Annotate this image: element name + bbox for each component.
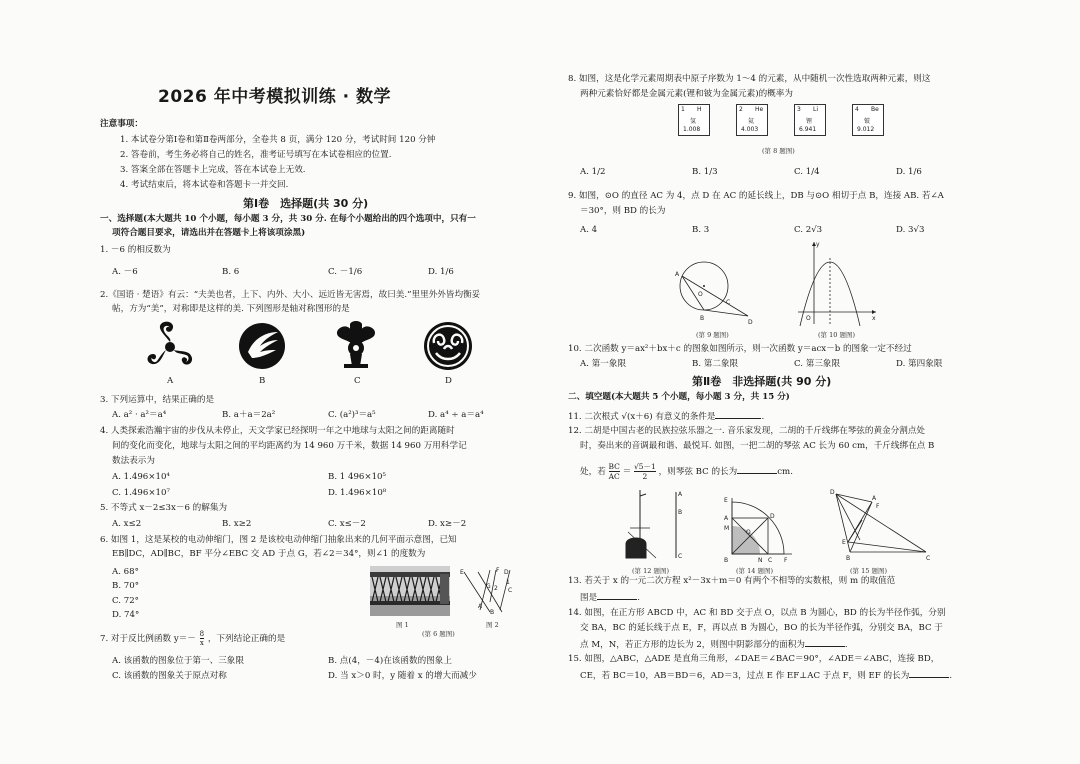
q1-option-a: A. －6 [112,267,138,277]
q7-stem-part: 7. 对于反比例函数 y＝－ [100,634,196,644]
q1-option-d: D. 1/6 [428,267,454,277]
flower-emblem-icon [330,320,382,370]
element-mass: 4.003 [741,126,759,133]
q5-option-d: D. x≥－2 [428,519,467,529]
svg-text:O: O [698,291,703,298]
q6-option-a: A. 68° [112,567,139,577]
q4-option-a: A. 1.496×10⁴ [112,472,170,482]
q2-label-b: B [259,376,266,386]
q9-option-b: B. 3 [692,225,710,235]
svg-text:E: E [842,539,846,546]
q2-label-a: A [167,376,174,386]
svg-text:D: D [504,569,509,576]
svg-text:F: F [876,503,880,510]
q14-stem-cont: 交 BA，BC 的延长线于点 E，F，再以点 B 为圆心，BO 的长为半径作弧，分别交 BA，BC 于 [580,623,943,633]
q12-fraction-golden [634,462,656,481]
q8-option-a: A. 1/2 [580,167,606,177]
q6-stem-cont: EB∥DC，AD∥BC，BF 平分∠EBC 交 AD 于点 G，若∠2＝34°，则∠1 的度数为 [112,549,426,559]
q10-option-a: A. 第一象限 [580,359,627,369]
q6-fig1-label: 图 1 [396,621,409,629]
q2-label-d: D [445,376,452,386]
svg-text:A: A [872,495,877,502]
q12-caption: (第 12 题图) [632,567,669,575]
q3-option-d: D. a⁴ ÷ a＝a⁴ [428,410,484,420]
q3-option-c: C. (a²)³＝a⁵ [328,410,376,420]
wing-emblem-icon [236,322,288,370]
q6-caption: (第 6 题图) [422,630,455,638]
svg-text:y: y [816,241,820,248]
element-card [736,104,768,136]
q5-option-c: C. x≤－2 [328,519,366,529]
part2-title: 第Ⅱ卷 非选择题(共 90 分) [692,375,832,388]
svg-text:A: A [678,491,683,498]
svg-text:A: A [724,515,729,522]
element-number: 2 [739,106,743,113]
q10-option-b: B. 第二象限 [692,359,739,369]
q1-option-c: C. －1/6 [328,267,363,277]
note-item: 4. 考试结束后，将本试卷和答题卡一并交回. [120,180,289,190]
element-symbol: H [697,106,702,113]
q7-option-d: D. 当 x＞0 时，y 随着 x 的增大而减少 [328,671,477,681]
q14-stem: 14. 如图，在正方形 ABCD 中，AC 和 BD 交于点 O，以点 B 为圆心，BD 的长为半径作弧，分别 [568,608,946,618]
cloud-emblem-icon [422,321,474,371]
circle-tangent-diagram [672,250,756,328]
q14-stem-cont [580,637,848,651]
q12-frac-num: BC [608,462,620,471]
q14-end: . [844,640,848,650]
q7-option-a: A. 该函数的图象位于第一、三象限 [112,656,244,666]
q12-frac-den: 2 [642,472,648,481]
svg-text:C: C [768,557,773,564]
q15-answer-blank[interactable] [909,668,949,678]
q6-fig2-label: 图 2 [486,621,499,629]
q4-option-c: C. 1.496×10⁷ [112,488,170,498]
q2-stem-cont: 帖，方为“美”，对称即是这样的美. 下列图形是轴对称图形的是 [112,304,350,314]
svg-text:O: O [746,529,751,536]
q9-option-a: A. 4 [580,225,598,235]
element-name: 氢 [690,118,697,125]
element-number: 3 [797,106,801,113]
q6-stem: 6. 如图 1，这是某校的电动伸缩门，图 2 是该校电动伸缩门抽象出来的几何平面示意图，已知 [100,535,457,545]
q8-stem: 8. 如图，这是化学元素周期表中原子序数为 1～4 的元素，从中随机一次性选取两种元素，则这 [568,74,931,84]
element-name: 铍 [864,118,871,125]
q9-stem: 9. 如图，⊙O 的直径 AC 为 4，点 D 在 AC 的延长线上，DB 与⊙O 相切于点 B，连接 AB. 若∠A [568,191,944,201]
q3-stem: 3. 下列运算中，结果正确的是 [100,395,215,405]
parallel-lines-diagram [460,566,522,618]
q13-end: . [637,593,640,603]
q7-stem [100,630,285,647]
element-mass: 1.008 [683,126,701,133]
q6-option-b: B. 70° [112,581,140,591]
svg-text:B: B [490,609,495,616]
triskelion-icon [142,320,198,370]
q3-option-a: A. a² · a²＝a⁴ [112,410,167,420]
svg-text:C: C [926,555,931,562]
exam-title: 2026 年中考模拟训练 · 数学 [158,87,392,107]
element-mass: 6.941 [799,126,817,133]
q12-stem-part: 处，若 [580,467,606,477]
square-arcs-diagram [722,488,796,564]
svg-text:1: 1 [506,579,510,586]
q14-caption: (第 14 题图) [736,567,773,575]
q8-stem-cont: 两种元素恰好都是金属元素(锂和铍为金属元素)的概率为 [580,89,793,99]
q11-stem [568,409,764,423]
q1-option-b: B. 6 [222,267,240,277]
part1-title: 第Ⅰ卷 选择题(共 30 分) [243,197,369,210]
q12-answer-blank[interactable] [737,464,777,474]
q10-caption: (第 10 题图) [818,331,855,339]
q8-option-d: D. 1/6 [896,167,922,177]
q11-end: . [761,412,765,422]
q7-fraction [200,630,204,647]
q2-stem: 2.《国语 · 楚语》有云：“夫美也者，上下、内外、大小、远近皆无害焉，故曰美.”里里外外皆均衡妥 [100,290,481,300]
q13-answer-blank[interactable] [597,590,637,600]
q6-option-c: C. 72° [112,596,139,606]
q12-stem-part: ，则琴弦 BC 的长为 [658,467,738,477]
q8-option-b: B. 1/3 [692,167,718,177]
svg-text:A: A [675,271,680,278]
q12-stem-cont: 时，奏出来的音调最和谐、最悦耳. 如图，一把二胡的琴弦 AC 长为 60 cm，千斤线绑在点 B [580,441,935,451]
q4-stem-cont: 间的变化而变化，地球与太阳之间的平均距离约为 14 960 万千米，数据 14 960 万用科学记 [112,441,467,451]
q15-stem: 15. 如图，△ABC，△ADE 是直角三角形，∠DAE＝∠BAC＝90°，∠ADE＝∠ABC，连接 BD， [568,654,940,664]
q1-stem: 1. －6 的相反数为 [100,245,171,255]
q4-option-d: D. 1.496×10⁸ [328,488,387,498]
q8-caption: (第 8 题图) [762,147,795,155]
q15-caption: (第 15 题图) [850,567,887,575]
note-item: 3. 答案全部在答题卡上完成，答在本试卷上无效. [120,165,306,175]
q5-option-b: B. x≥2 [222,519,252,529]
right-triangles-diagram [822,488,932,564]
q13-stem-text: 围是 [580,593,598,603]
erhu-diagram [620,488,686,564]
part1-instruction-cont: 项符合题目要求，请选出并在答题卡上将该项涂黑) [112,228,306,238]
notes-heading: 注意事项： [100,119,143,129]
q5-stem: 5. 不等式 x－2≤3x－6 的解集为 [100,503,228,513]
q7-option-c: C. 该函数的图象关于原点对称 [112,671,227,681]
q11-stem-text: 11. 二次根式 √(x＋6) 有意义的条件是 [568,412,716,422]
svg-text:B: B [678,509,683,516]
q12-equals: ＝ [622,467,632,477]
q13-stem: 13. 若关于 x 的一元二次方程 x²－3x＋m＝0 有两个不相等的实数根，则 m 的取值范 [568,576,896,586]
svg-text:C: C [678,553,683,560]
q11-answer-blank[interactable] [715,409,761,419]
part1-instruction: 一、选择题(本大题共 10 个小题，每小题 3 分，共 30 分. 在每个小题给出的四个选项中，只有一 [100,214,476,224]
svg-text:F: F [496,567,500,574]
svg-text:E: E [460,569,464,576]
q12-unit: cm. [777,467,793,477]
q7-frac-num: 8 [199,630,205,638]
svg-text:C: C [726,299,731,306]
q4-stem-cont: 数法表示为 [112,456,155,466]
svg-text:B: B [700,315,705,322]
q7-frac-den: x [199,639,204,647]
q9-caption: (第 9 题图) [696,331,729,339]
q15-stem-cont [580,668,952,682]
q2-label-c: C [354,376,361,386]
q10-stem: 10. 二次函数 y＝ax²＋bx＋c 的图象如图所示，则一次函数 y＝acx－b 的图象一定不经过 [568,344,912,354]
svg-text:F: F [784,557,788,564]
q15-stem-text: CE，若 BC＝10，AB＝BD＝6，AD＝3，过点 E 作 EF⊥AC 于点 F，则 EF 的长为 [580,671,910,681]
parabola-graph [794,238,880,328]
q15-end: . [949,671,953,681]
q4-stem: 4. 人类探索浩瀚宇宙的步伐从未停止，天文学家已经探明一年之中地球与太阳之间的距离随时 [100,426,455,436]
note-item: 2. 答卷前，考生务必将自己的姓名，准考证号填写在本试卷相应的位置. [120,150,392,160]
element-symbol: He [755,106,764,113]
element-symbol: Be [871,106,879,113]
q13-stem-cont [580,590,640,604]
q9-option-d: D. 3√3 [896,225,925,235]
svg-text:A: A [478,603,483,610]
element-number: 4 [855,106,859,113]
q4-option-b: B. 1 496×10⁵ [328,472,386,482]
svg-text:D: D [830,489,835,496]
svg-text:O: O [806,315,811,322]
q7-stem-part: ，下列结论正确的是 [207,634,286,644]
element-card [794,104,826,136]
element-symbol: Li [813,106,819,113]
q3-option-b: B. a＋a＝2a² [222,410,276,420]
svg-text:G: G [486,583,491,590]
element-name: 锂 [806,118,813,125]
part2-instruction: 二、填空题(本大题共 5 个小题，每小题 3 分，共 15 分) [568,392,790,402]
q9-stem-cont: ＝30°，则 BD 的长为 [580,206,666,216]
q10-option-c: C. 第三象限 [794,359,841,369]
svg-text:D: D [748,319,753,326]
q12-stem-formula [580,462,793,482]
q7-option-b: B. 点(4，－4)在该函数的图象上 [328,656,452,666]
q9-option-c: C. 2√3 [794,225,823,235]
q12-frac-den: AC [608,472,620,481]
gate-photo [370,566,450,616]
svg-text:2: 2 [494,585,498,592]
q14-answer-blank[interactable] [805,637,845,647]
svg-text:B: B [724,557,729,564]
svg-text:D: D [770,513,775,520]
svg-text:x: x [872,315,876,322]
svg-text:C: C [508,587,513,594]
q12-stem: 12. 二胡是中国古老的民族拉弦乐器之一. 音乐家发现，二胡的千斤线绑在琴弦的黄金分割点处 [568,426,926,436]
svg-text:M: M [724,525,730,532]
element-name: 氦 [748,118,755,125]
svg-text:E: E [724,497,728,504]
q8-option-c: C. 1/4 [794,167,820,177]
svg-text:B: B [846,555,851,562]
element-mass: 9.012 [857,126,875,133]
q5-option-a: A. x≤2 [112,519,142,529]
svg-text:N: N [758,557,763,564]
element-card [678,104,710,136]
note-item: 1. 本试卷分第Ⅰ卷和第Ⅱ卷两部分，全卷共 8 页，满分 120 分，考试时间 120 分钟 [120,135,436,145]
q14-stem-text: 点 M，N，若正方形的边长为 2，则图中阴影部分的面积为 [580,640,805,650]
q12-fraction-bc-ac [609,462,620,481]
element-number: 1 [681,106,685,113]
q6-option-d: D. 74° [112,610,140,620]
q12-frac-num: √5－1 [634,462,656,471]
q10-option-d: D. 第四象限 [896,359,943,369]
element-card [852,104,884,136]
